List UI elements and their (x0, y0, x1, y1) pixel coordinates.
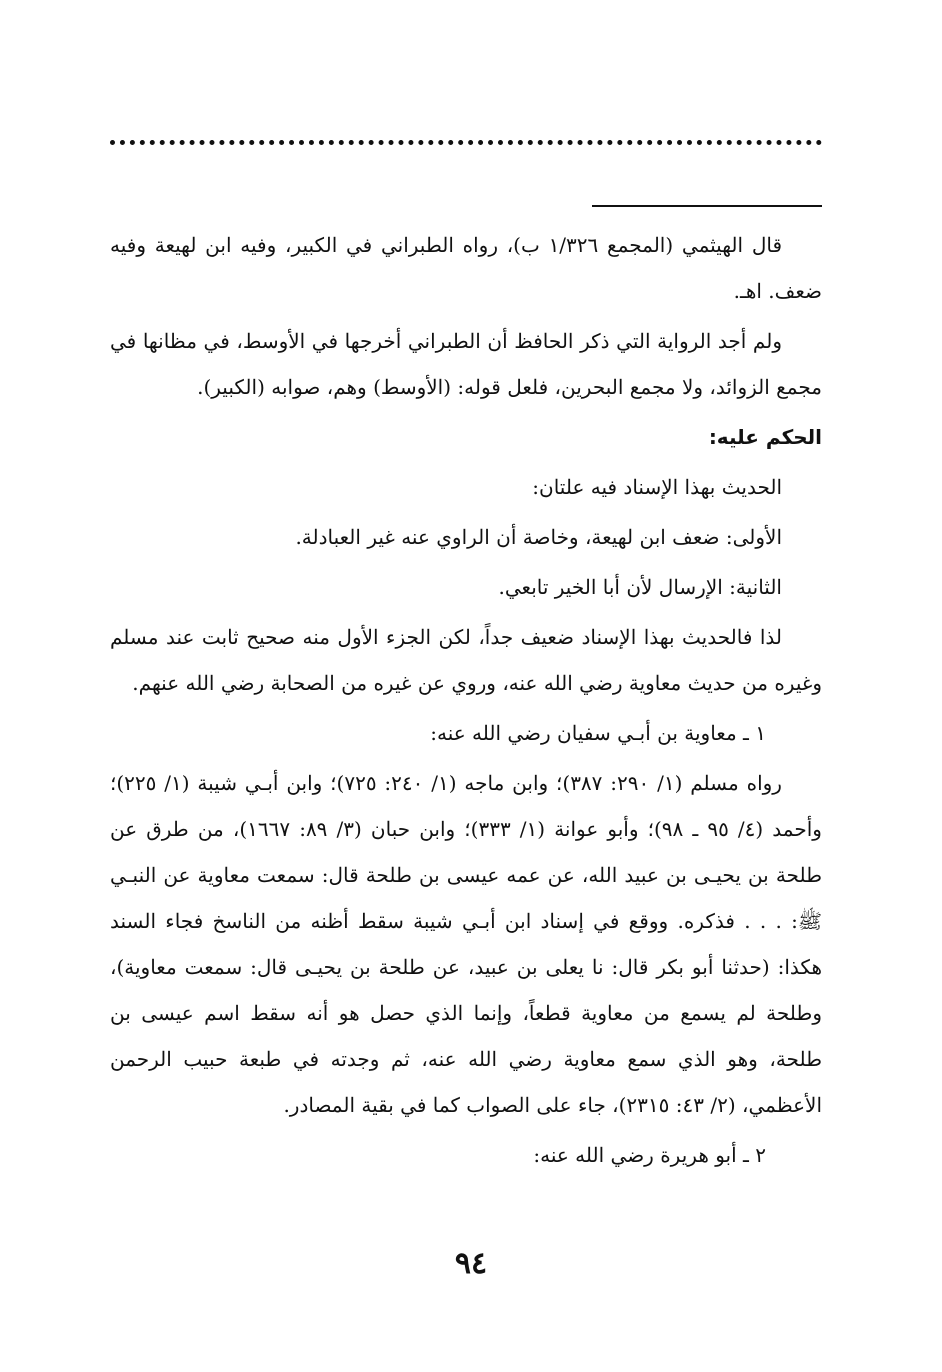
list-item-abu-hurayra-heading: ٢ ـ أبو هريرة رضي الله عنه: (533, 1143, 766, 1167)
paragraph-awsat-note: ولم أجد الرواية التي ذكر الحافظ أن الطبراني أخرجها في الأوسط، في مظانها في مجمع الزوائد، ولا مجمع البحرين، فلعل قوله: (الأوسط) وهم، صوابه (الكبير). (110, 329, 822, 399)
section-heading-ruling: الحكم عليه: (708, 425, 822, 449)
body-text (110, 222, 822, 1182)
paragraph-first-defect: الأولى: ضعف ابن لهيعة، وخاصة أن الراوي عنه غير العبادلة. (295, 525, 782, 549)
paragraph-two-defects: الحديث بهذا الإسناد فيه علتان: (532, 475, 782, 499)
page-number: ٩٤ (454, 1246, 488, 1281)
list-item-muawiya-heading: ١ ـ معاوية بن أبـي سفيان رضي الله عنه: (430, 721, 766, 745)
paragraph-haythami-quote: قال الهيثمي (المجمع ١/٣٢٦ ب)، رواه الطبراني في الكبير، وفيه ابن لهيعة وفيه ضعف. اهـ. (110, 233, 822, 303)
paragraph-muawiya-takhrij: رواه مسلم (١/ ٢٩٠: ٣٨٧)؛ وابن ماجه (١/ ٢٤٠: ٧٢٥)؛ وابن أبـي شيبة (١/ ٢٢٥)؛ وأحمد (٤/ ٩٥ ـ ٩٨)؛ وأبو عوانة (١/ ٣٣٣)؛ وابن حبان (٣/ ٨٩: ١٦٦٧)، من طرق عن طلحة بن يحيـى بن عبيد الله، عن عمه عيسى بن طلحة قال: سمعت معاوية عن النبـي ﷺ: . . . فذكره. ووقع في إسناد ابن أبـي شيبة سقط أظنه من الناسخ فجاء السند هكذا: (حدثنا أبو بكر قال: نا يعلى بن عبيد، عن طلحة بن يحيـى قال: سمعت معاوية)، وطلحة لم يسمع من معاوية قطعاً، وإنما الذي حصل هو أنه سقط اسم عيسى بن طلحة، وهو الذي سمع معاوية رضي الله عنه، ثم وجدته في طبعة حبيب الرحمن الأعظمي، (٢/ ٤٣: ٢٣١٥)، جاء على الصواب كما في بقية المصادر. (110, 771, 822, 1117)
dotted-separator (110, 140, 822, 145)
paragraph-conclusion: لذا فالحديث بهذا الإسناد ضعيف جداً، لكن الجزء الأول منه صحيح ثابت عند مسلم وغيره من حديث معاوية رضي الله عنه، وروي عن غيره من الصحابة رضي الله عنهم. (110, 625, 822, 695)
paragraph-second-defect: الثانية: الإرسال لأن أبا الخير تابعي. (498, 575, 782, 599)
footnote-rule (592, 205, 822, 207)
